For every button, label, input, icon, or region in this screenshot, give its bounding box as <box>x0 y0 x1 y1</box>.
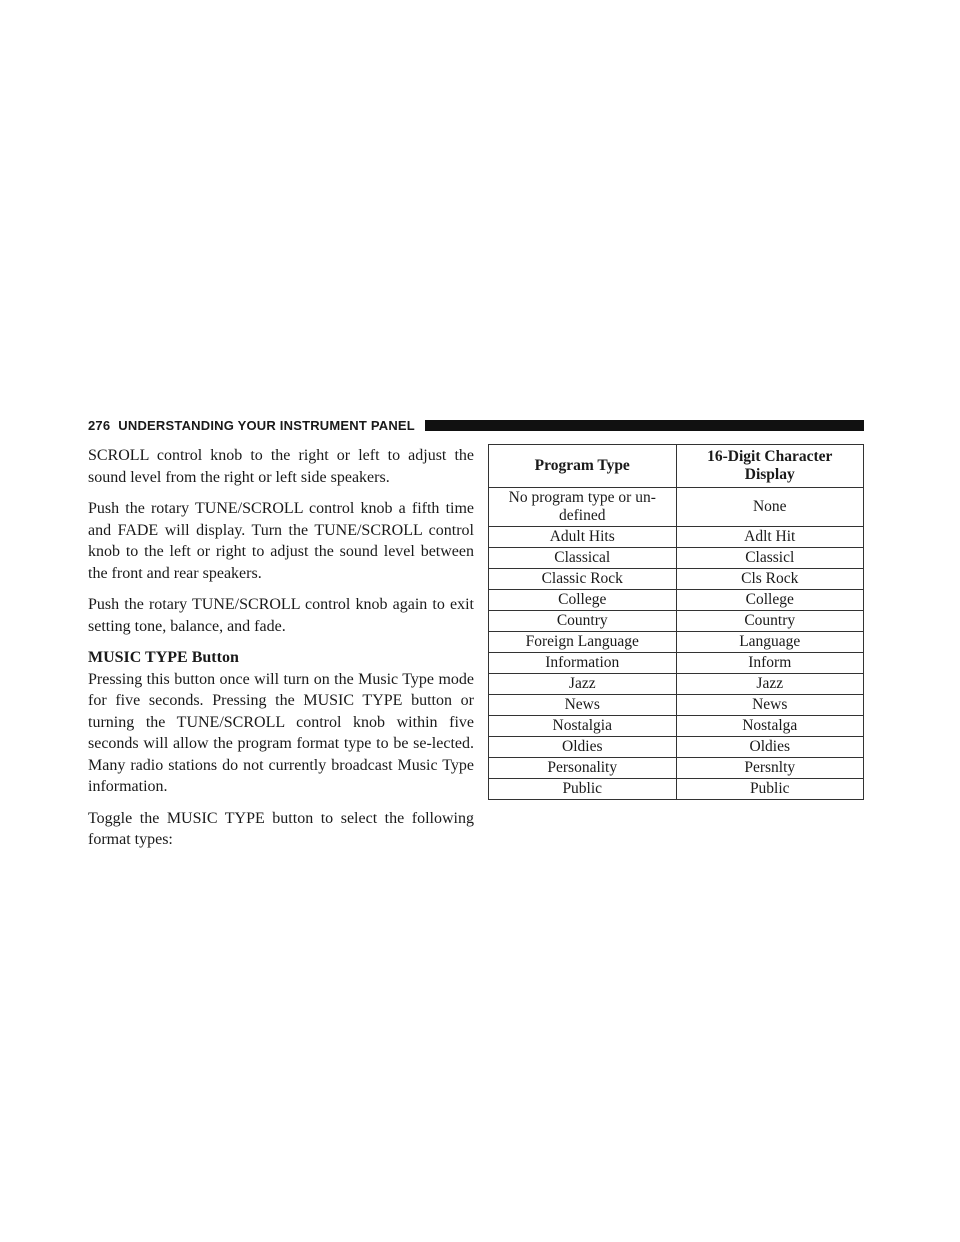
cell-program-type: Nostalgia <box>489 716 677 737</box>
cell-character-display: College <box>676 590 864 611</box>
table-row <box>489 695 864 716</box>
cell-program-type: Country <box>489 611 677 632</box>
left-text-column <box>88 445 474 861</box>
paragraph-fade: Push the rotary TUNE/SCROLL control knob a fifth time and FADE will display. Turn the TUNE/SCROLL control knob to the left or right to adjust the sound level between the front and rear speakers. <box>88 500 474 582</box>
cell-character-display: Jazz <box>676 674 864 695</box>
table-row <box>489 653 864 674</box>
table-row <box>489 569 864 590</box>
cell-program-type: College <box>489 590 677 611</box>
cell-character-display: Oldies <box>676 737 864 758</box>
section-title: UNDERSTANDING YOUR INSTRUMENT PANEL <box>118 417 415 433</box>
cell-program-type: Foreign Language <box>489 632 677 653</box>
cell-program-type: News <box>489 695 677 716</box>
music-type-heading: MUSIC TYPE Button <box>88 649 239 666</box>
cell-character-display: News <box>676 695 864 716</box>
header-program-type: Program Type <box>489 445 677 488</box>
cell-character-display: Classicl <box>676 548 864 569</box>
program-type-table <box>488 444 864 800</box>
cell-character-display: Language <box>676 632 864 653</box>
cell-character-display: Public <box>676 779 864 800</box>
cell-character-display: Persnlty <box>676 758 864 779</box>
paragraph-scroll-balance: SCROLL control knob to the right or left to adjust the sound level from the right or left side speakers. <box>88 447 474 486</box>
table-row <box>489 632 864 653</box>
cell-program-type: Jazz <box>489 674 677 695</box>
cell-program-type: Classical <box>489 548 677 569</box>
table-body <box>489 488 864 800</box>
cell-character-display: Adlt Hit <box>676 527 864 548</box>
program-type-table-container <box>488 444 864 800</box>
table-row <box>489 737 864 758</box>
table-header-row <box>489 445 864 488</box>
table-row <box>489 548 864 569</box>
paragraph-music-type: Pressing this button once will turn on the Music Type mode for five seconds. Pressing the MUSIC TYPE button or turning the TUNE/SCROLL control knob within five seconds will allow the program format type to be se-lected. Many radio stations do not currently broadcast Music Type information. <box>88 670 474 795</box>
cell-program-type: Adult Hits <box>489 527 677 548</box>
page-number: 276 <box>88 417 111 433</box>
cell-program-type: Public <box>489 779 677 800</box>
table-row <box>489 674 864 695</box>
paragraph-exit-setting: Push the rotary TUNE/SCROLL control knob again to exit setting tone, balance, and fade. <box>88 596 474 635</box>
table-row <box>489 779 864 800</box>
table-row <box>489 716 864 737</box>
paragraph-toggle: Toggle the MUSIC TYPE button to select the following format types: <box>88 809 474 848</box>
table-row <box>489 758 864 779</box>
cell-character-display: Nostalga <box>676 716 864 737</box>
cell-program-type: Personality <box>489 758 677 779</box>
cell-character-display: Country <box>676 611 864 632</box>
page-header <box>88 415 864 435</box>
cell-program-type: No program type or un-defined <box>489 488 677 527</box>
cell-character-display: None <box>676 488 864 527</box>
table-row <box>489 611 864 632</box>
cell-program-type: Information <box>489 653 677 674</box>
table-row <box>489 527 864 548</box>
table-row <box>489 488 864 527</box>
header-rule <box>425 420 864 431</box>
table-row <box>489 590 864 611</box>
cell-program-type: Oldies <box>489 737 677 758</box>
cell-program-type: Classic Rock <box>489 569 677 590</box>
cell-character-display: Inform <box>676 653 864 674</box>
header-character-display: 16-Digit Character Display <box>676 445 864 488</box>
cell-character-display: Cls Rock <box>676 569 864 590</box>
